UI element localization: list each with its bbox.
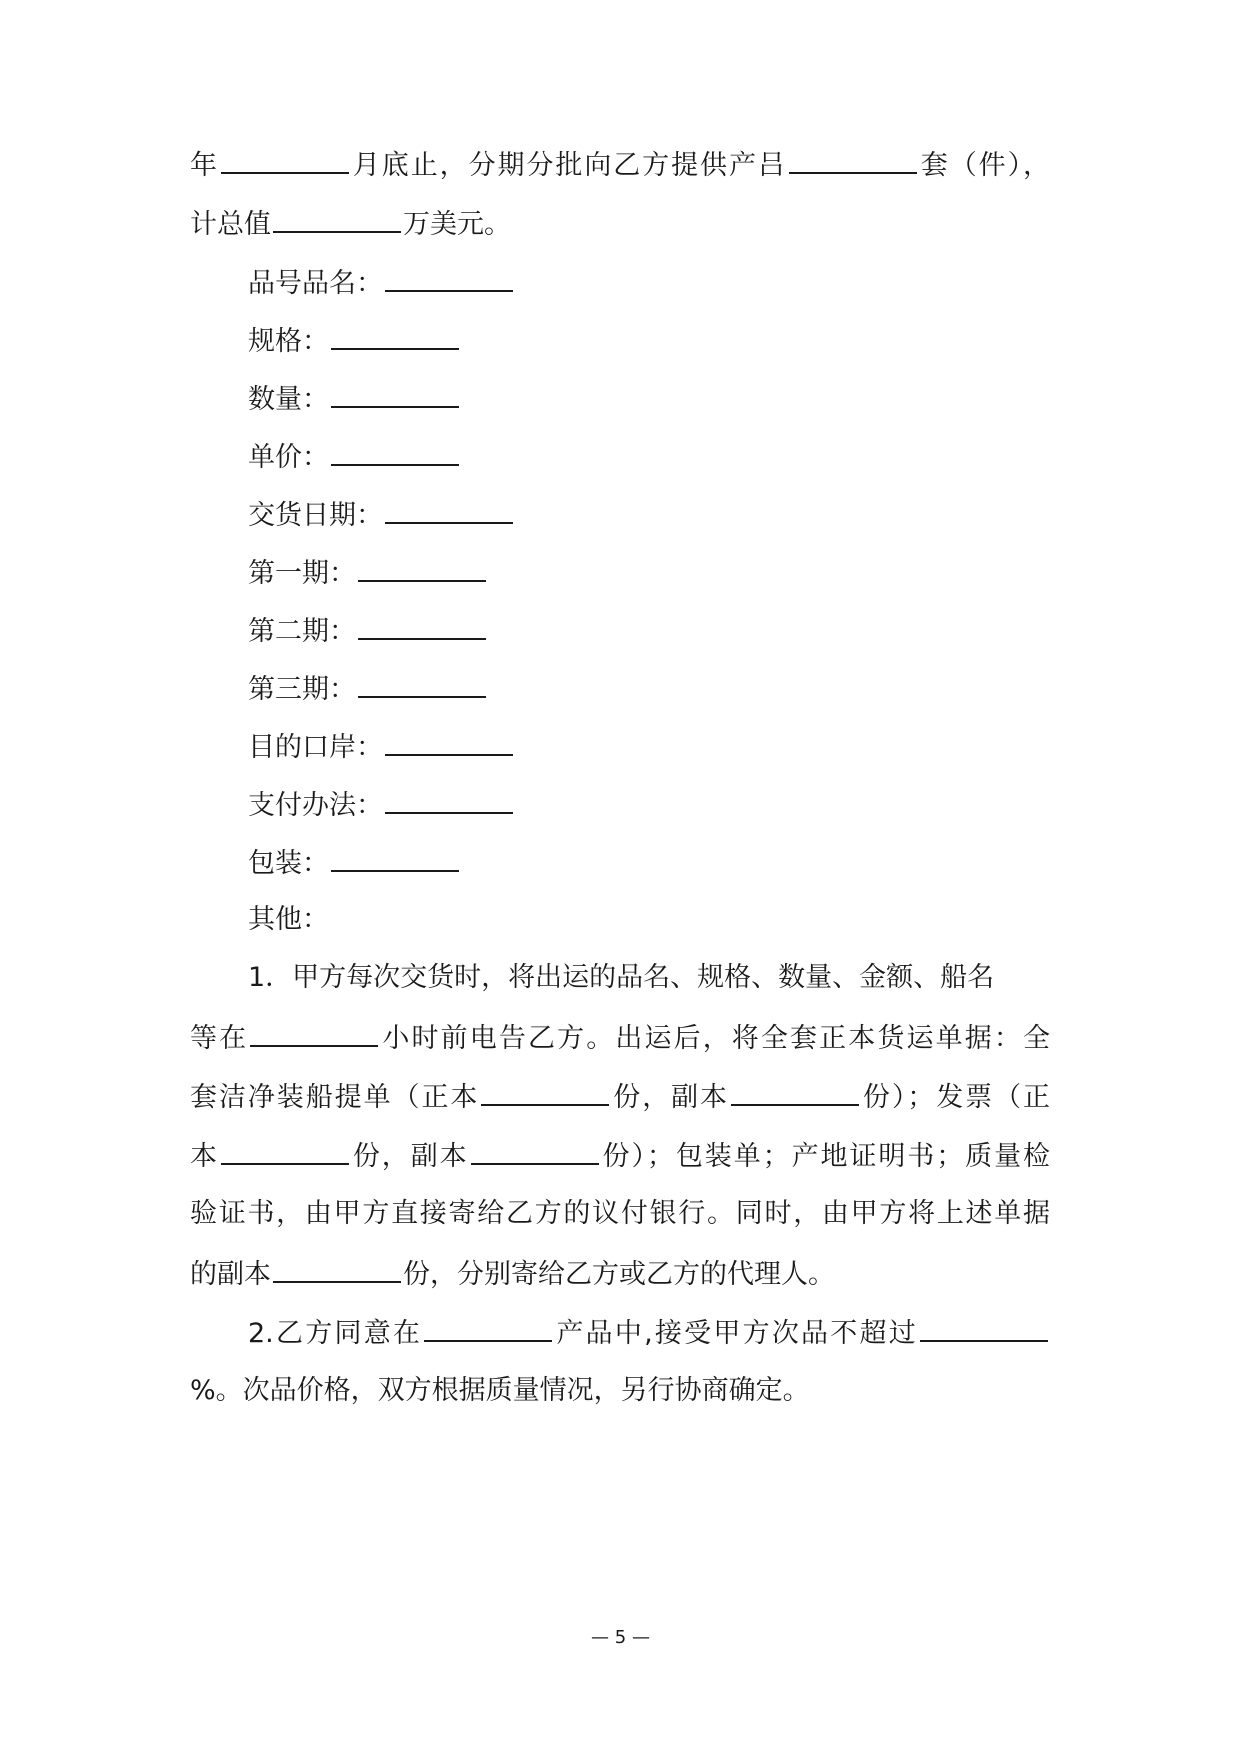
text: 份）；发票（正 [861, 1082, 1051, 1113]
text: 等在 [190, 1023, 249, 1054]
field-label: 单价： [248, 442, 329, 473]
paragraph-line [190, 203, 1050, 245]
text: 份）；包装单；产地证明书；质量检 [600, 1141, 1051, 1172]
text: 的副本 [190, 1259, 271, 1290]
field-label: 其他： [248, 904, 329, 935]
text: 份，副本 [611, 1082, 729, 1113]
fill-blank [358, 552, 486, 582]
fill-blank [471, 1135, 599, 1165]
paragraph-line [248, 1312, 1050, 1354]
field-label: 第三期： [248, 674, 356, 705]
fill-blank [273, 203, 401, 233]
field-product-name [248, 262, 1108, 304]
field-delivery-date [248, 494, 1108, 536]
field-phase-1 [248, 552, 1108, 594]
fill-blank [385, 262, 513, 292]
field-label: 支付办法： [248, 790, 383, 821]
paragraph-line [190, 1371, 1050, 1411]
fill-blank [358, 668, 486, 698]
field-spec [248, 320, 1108, 362]
paragraph-line [190, 144, 1050, 186]
text: 月底止，分期分批向乙方提供产吕 [350, 150, 787, 181]
text: 验证书，由甲方直接寄给乙方的议付银行。同时，由甲方将上述单据 [190, 1198, 1050, 1229]
text: 万美元。 [403, 209, 511, 240]
fill-blank [481, 1076, 609, 1106]
field-unit-price [248, 436, 1108, 478]
fill-blank [731, 1076, 859, 1106]
text: 计总值 [190, 209, 271, 240]
page-number: — 5 — [591, 1627, 650, 1648]
fill-blank [331, 436, 459, 466]
field-other [248, 900, 1108, 940]
fill-blank [221, 1135, 349, 1165]
text: 2.乙方同意在 [248, 1318, 423, 1349]
paragraph-line [190, 1135, 1050, 1177]
field-label: 数量： [248, 384, 329, 415]
text: 套（件）， [918, 150, 1051, 181]
fill-blank [250, 1017, 378, 1047]
field-label: 包装： [248, 848, 329, 879]
fill-blank [789, 144, 917, 174]
fill-blank [385, 784, 513, 814]
field-label: 第一期： [248, 558, 356, 589]
text: 本 [190, 1141, 219, 1172]
fill-blank [358, 610, 486, 640]
paragraph-line [248, 958, 1050, 998]
text: 1．甲方每次交货时，将出运的品名、规格、数量、金额、船名 [248, 962, 995, 993]
field-quantity [248, 378, 1108, 420]
paragraph-line [190, 1076, 1050, 1118]
fill-blank [331, 842, 459, 872]
field-label: 品号品名： [248, 268, 383, 299]
field-phase-2 [248, 610, 1108, 652]
field-label: 目的口岸： [248, 732, 383, 763]
text: 份，副本 [350, 1141, 469, 1172]
fill-blank [331, 378, 459, 408]
text: 份，分别寄给乙方或乙方的代理人。 [403, 1259, 835, 1290]
text: 套洁净装船提单（正本 [190, 1082, 480, 1113]
fill-blank [273, 1253, 401, 1283]
fill-blank [385, 494, 513, 524]
field-label: 规格： [248, 326, 329, 357]
field-payment-method [248, 784, 1108, 826]
fill-blank [920, 1312, 1048, 1342]
fill-blank [331, 320, 459, 350]
fill-blank [424, 1312, 552, 1342]
paragraph-line [190, 1194, 1050, 1234]
text: %。次品价格，双方根据质量情况，另行协商确定。 [190, 1375, 810, 1406]
text: 产品中,接受甲方次品不超过 [554, 1318, 918, 1349]
paragraph-line [190, 1017, 1050, 1059]
field-label: 第二期： [248, 616, 356, 647]
field-phase-3 [248, 668, 1108, 710]
field-packaging [248, 842, 1108, 884]
text: 年 [190, 150, 219, 181]
text: 小时前电告乙方。出运后，将全套正本货运单据：全 [380, 1023, 1051, 1054]
field-destination-port [248, 726, 1108, 768]
fill-blank [221, 144, 349, 174]
fill-blank [385, 726, 513, 756]
paragraph-line [190, 1253, 1050, 1295]
field-label: 交货日期： [248, 500, 383, 531]
